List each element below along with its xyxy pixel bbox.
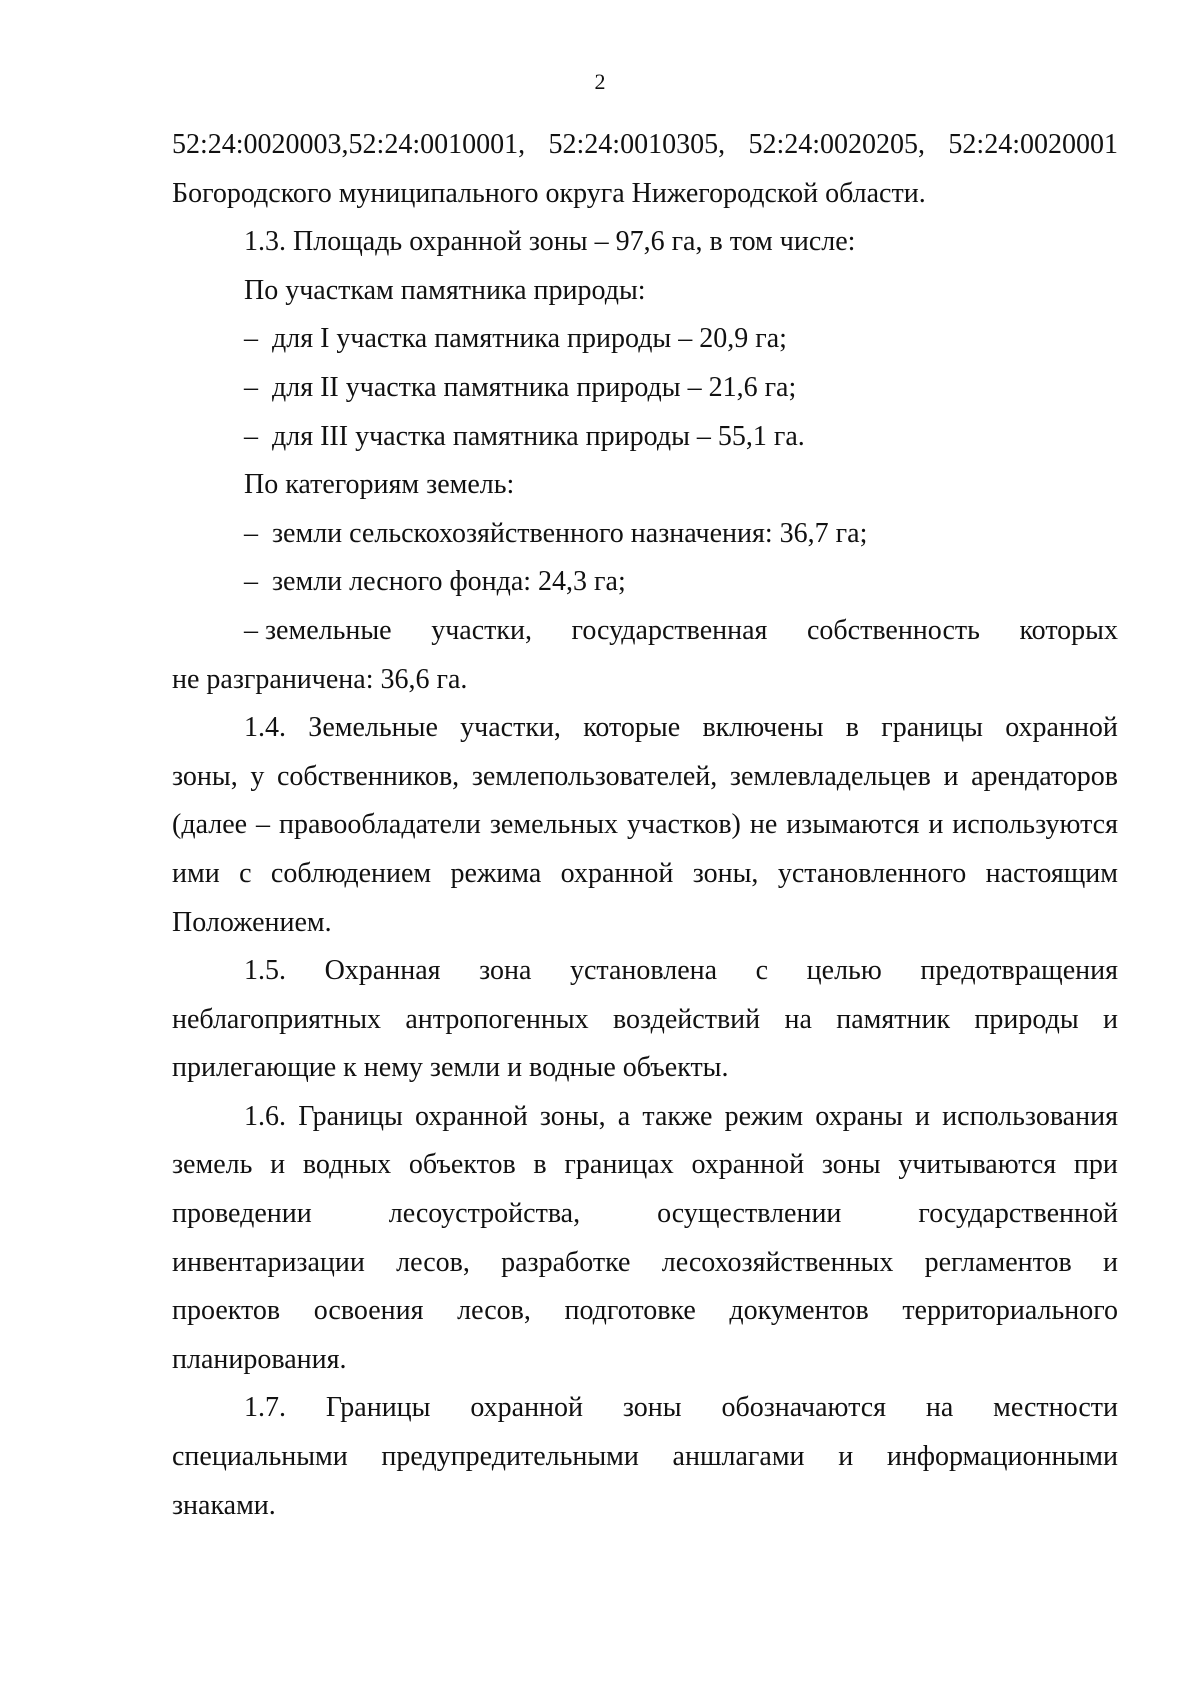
text-line: планирования. <box>172 1343 347 1375</box>
document-body <box>172 121 1118 1530</box>
word: с <box>239 857 252 889</box>
word: подготовке <box>564 1295 696 1327</box>
word: водных <box>302 1149 392 1181</box>
word: Границы <box>325 1392 431 1424</box>
word: Границы <box>298 1100 403 1132</box>
word: установленного <box>777 857 967 889</box>
word: зоны, <box>172 760 238 792</box>
word: участки, <box>431 614 532 646</box>
word: собственность <box>807 614 980 646</box>
word: ими <box>172 857 220 889</box>
word: землевладельцев <box>729 760 931 792</box>
list-item-text: для I участка памятника природы – 20,9 га; <box>272 323 787 355</box>
dash-marker: – <box>244 420 258 452</box>
word: лесов, <box>457 1295 531 1327</box>
word: предупредительными <box>381 1441 639 1473</box>
word: 52:24:0020003,52:24:0010001, <box>172 129 526 160</box>
word: антропогенных <box>405 1003 589 1035</box>
word: в <box>845 712 859 744</box>
word: участки, <box>460 712 561 744</box>
word: государственная <box>571 614 768 646</box>
word: и <box>270 1149 286 1181</box>
text-line: не разграничена: 36,6 га. <box>172 663 468 695</box>
word: инвентаризации <box>172 1246 365 1278</box>
word: и <box>943 760 959 792</box>
word: режима <box>450 857 542 889</box>
word: охранной <box>560 857 674 889</box>
word: которые <box>583 712 681 744</box>
text-line <box>172 753 1118 802</box>
dash-marker: – <box>244 371 258 403</box>
word: информационными <box>886 1441 1118 1473</box>
clause-1-7-first-line <box>172 1384 1118 1433</box>
clause-1-4-first-line <box>172 704 1118 753</box>
word: а <box>617 1100 631 1132</box>
word: природы <box>974 1003 1079 1035</box>
text-line <box>172 1141 1118 1190</box>
word: зоны, <box>539 1100 606 1132</box>
text-line <box>172 996 1118 1045</box>
clause-1-3-heading: 1.3. Площадь охранной зоны – 97,6 га, в том числе: <box>244 226 856 258</box>
word: в <box>533 1149 547 1181</box>
list-item <box>172 413 1118 462</box>
word: включены <box>702 712 824 744</box>
word: неблагоприятных <box>172 1003 382 1035</box>
word: участков) <box>626 809 741 841</box>
dash-marker: – <box>244 323 258 355</box>
word: установлена <box>569 955 718 987</box>
word: государственной <box>918 1198 1118 1230</box>
word: использования <box>942 1100 1118 1132</box>
word: и <box>928 809 944 841</box>
text-line: Богородского муниципального округа Нижегородской области. <box>172 177 926 209</box>
list-item <box>172 607 1118 656</box>
list-item <box>172 558 1118 607</box>
clause-1-6-first-line <box>172 1093 1118 1142</box>
word: которых <box>1019 614 1118 646</box>
word: охраны <box>815 1100 903 1132</box>
subheading-by-sites: По участкам памятника природы: <box>244 274 646 306</box>
text-line <box>172 850 1118 899</box>
word: – <box>256 809 271 841</box>
word: используются <box>952 809 1118 841</box>
word: настоящим <box>985 857 1118 889</box>
list-item <box>172 315 1118 364</box>
word: 1.4. <box>244 712 286 744</box>
word: арендаторов <box>971 760 1118 792</box>
word: режим <box>724 1100 804 1132</box>
text-line <box>172 1239 1118 1288</box>
word: проектов <box>172 1295 281 1327</box>
word: предотвращения <box>920 955 1118 987</box>
list-item-text: для III участка памятника природы – 55,1 га. <box>272 420 805 452</box>
word: разработке <box>501 1246 631 1278</box>
word: памятник <box>836 1003 951 1035</box>
word: – земельные <box>244 614 392 646</box>
word: обозначаются <box>721 1392 886 1424</box>
word: охранной <box>691 1149 805 1181</box>
list-item-text: для II участка памятника природы – 21,6 га; <box>272 371 797 403</box>
word: аншлагами <box>672 1441 805 1473</box>
word: документов <box>729 1295 869 1327</box>
list-item <box>172 510 1118 559</box>
word: 1.7. <box>244 1392 286 1424</box>
text-line <box>172 1287 1118 1336</box>
dash-marker: – <box>244 517 258 549</box>
word: осуществлении <box>657 1198 842 1230</box>
word: 52:24:0020001 <box>948 129 1118 160</box>
word: проведении <box>172 1198 312 1230</box>
word: Земельные <box>308 712 438 744</box>
clause-1-5-first-line <box>172 947 1118 996</box>
text-line: Положением. <box>172 906 332 938</box>
subheading-by-land-categories: По категориям земель: <box>244 469 515 501</box>
word: также <box>642 1100 713 1132</box>
text-line <box>172 1433 1118 1482</box>
word: 1.6. <box>244 1100 286 1132</box>
word: местности <box>993 1392 1118 1424</box>
word: у <box>250 760 265 792</box>
word: 1.5. <box>244 955 286 987</box>
text-line <box>172 801 1118 850</box>
word: освоения <box>313 1295 424 1327</box>
word: зона <box>479 955 532 987</box>
word: 52:24:0020205, <box>748 129 926 160</box>
word: и <box>838 1441 854 1473</box>
word: соблюдением <box>270 857 432 889</box>
word: зоны <box>622 1392 682 1424</box>
word: лесохозяйственных <box>661 1246 894 1278</box>
word: Охранная <box>324 955 441 987</box>
word: охранной <box>1005 712 1118 744</box>
word: границах <box>564 1149 674 1181</box>
word: регламентов <box>924 1246 1072 1278</box>
word: правообладатели <box>278 809 481 841</box>
word: с <box>755 955 769 987</box>
word: (далее <box>172 809 248 841</box>
word: изымаются <box>786 809 920 841</box>
dash-marker: – <box>244 566 258 598</box>
word: не <box>749 809 778 841</box>
word: лесоустройства, <box>388 1198 581 1230</box>
word: охранной <box>470 1392 584 1424</box>
word: границы <box>881 712 983 744</box>
word: территориального <box>902 1295 1118 1327</box>
word: на <box>784 1003 812 1035</box>
word: землепользователей, <box>471 760 718 792</box>
word: земельных <box>489 809 619 841</box>
word: 52:24:0010305, <box>548 129 726 160</box>
word: охранной <box>415 1100 528 1132</box>
word: и <box>914 1100 930 1132</box>
cadastral-numbers-line <box>172 121 1118 170</box>
word: целью <box>806 955 882 987</box>
word: зоны <box>821 1149 881 1181</box>
list-item <box>172 364 1118 413</box>
page-number: 2 <box>594 69 606 94</box>
text-line: знаками. <box>172 1489 276 1521</box>
text-line: прилегающие к нему земли и водные объекты. <box>172 1052 729 1084</box>
word: земель <box>172 1149 253 1181</box>
word: воздействий <box>613 1003 761 1035</box>
word: зоны, <box>692 857 759 889</box>
word: лесов, <box>396 1246 470 1278</box>
word: и <box>1102 1246 1118 1278</box>
word: собственников, <box>276 760 460 792</box>
word: специальными <box>172 1441 348 1473</box>
list-item-text: земли лесного фонда: 24,3 га; <box>272 566 626 598</box>
list-item-text: земли сельскохозяйственного назначения: 36,7 га; <box>272 517 868 549</box>
text-line <box>172 1190 1118 1239</box>
word: на <box>925 1392 954 1424</box>
word: и <box>1103 1003 1118 1035</box>
word: при <box>1073 1149 1118 1181</box>
word: учитываются <box>898 1149 1057 1181</box>
word: объектов <box>408 1149 516 1181</box>
